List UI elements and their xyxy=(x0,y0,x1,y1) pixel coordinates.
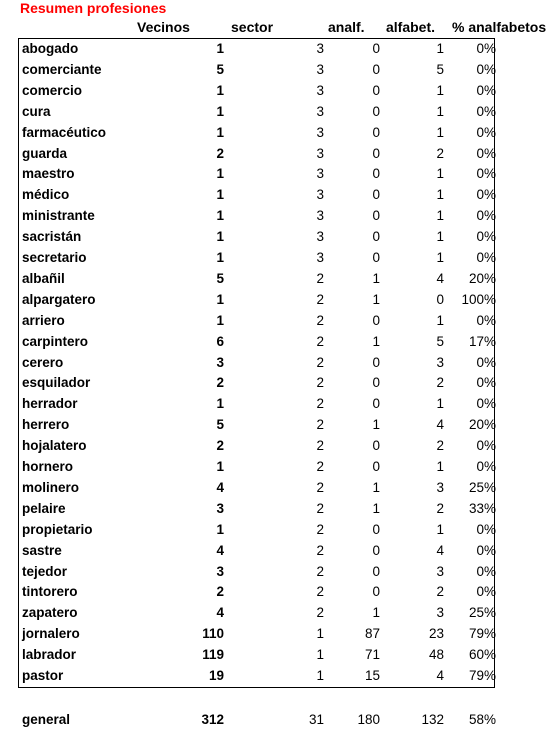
vecinos-value: 5 xyxy=(216,417,224,433)
table-row xyxy=(0,393,559,414)
table-row xyxy=(0,498,559,519)
analf-value: 0 xyxy=(372,145,380,161)
profession-name: pelaire xyxy=(22,500,66,516)
alfabet-value: 1 xyxy=(436,250,444,265)
alfabet-value: 1 xyxy=(436,459,444,474)
alfabet-value: 1 xyxy=(436,229,444,245)
alfabet-value: 1 xyxy=(436,82,444,98)
pct-analfabetos-value: 0% xyxy=(476,103,496,119)
table-row xyxy=(0,226,559,247)
sector-value: 3 xyxy=(316,250,324,265)
pct-analfabetos-value: 79% xyxy=(468,626,496,642)
pct-analfabetos-value: 33% xyxy=(468,500,496,516)
alfabet-value: 4 xyxy=(436,270,444,286)
table-row xyxy=(0,80,559,101)
sector-value: 3 xyxy=(316,61,324,77)
profession-name: pastor xyxy=(22,668,64,683)
profession-name: cura xyxy=(22,103,51,119)
analf-value: 1 xyxy=(372,270,380,286)
pct-analfabetos-value: 0% xyxy=(476,166,496,182)
analf-value: 87 xyxy=(364,626,380,642)
alfabet-value: 2 xyxy=(436,145,444,161)
vecinos-value: 110 xyxy=(202,626,224,642)
vecinos-value: 1 xyxy=(216,521,224,537)
sector-value: 2 xyxy=(316,375,324,391)
vecinos-value: 4 xyxy=(216,479,224,495)
profession-name: arriero xyxy=(22,312,65,328)
profession-name: hojalatero xyxy=(22,438,87,454)
profession-name: comercio xyxy=(22,82,83,98)
pct-analfabetos-value: 0% xyxy=(476,563,496,579)
alfabet-value: 1 xyxy=(436,521,444,537)
profession-name: alpargatero xyxy=(22,291,96,307)
profession-name: ministrante xyxy=(22,208,95,224)
profession-name: molinero xyxy=(22,479,80,495)
profession-name: albañil xyxy=(22,270,65,286)
vecinos-value: 2 xyxy=(216,375,224,391)
sector-value: 2 xyxy=(316,312,324,328)
table-row xyxy=(0,456,559,477)
analf-value: 0 xyxy=(372,396,380,412)
alfabet-value: 5 xyxy=(436,61,444,77)
alfabet-value: 23 xyxy=(428,626,444,642)
table-row xyxy=(0,331,559,352)
header-vecinos: Vecinos xyxy=(137,19,190,35)
sector-value: 2 xyxy=(316,479,324,495)
table-row xyxy=(0,310,559,331)
analf-value: 0 xyxy=(372,521,380,537)
vecinos-value: 1 xyxy=(216,82,224,98)
analf-value: 0 xyxy=(372,229,380,245)
sector-value: 2 xyxy=(316,396,324,412)
alfabet-value: 48 xyxy=(428,647,444,663)
header-analf: analf. xyxy=(328,19,365,35)
pct-analfabetos-value: 79% xyxy=(468,668,496,683)
sector-value: 3 xyxy=(316,187,324,203)
alfabet-value: 2 xyxy=(436,375,444,391)
table-row xyxy=(0,59,559,80)
sector-value: 2 xyxy=(316,500,324,516)
sector-value: 3 xyxy=(316,124,324,140)
total-sector: 31 xyxy=(308,712,324,727)
pct-analfabetos-value: 25% xyxy=(468,479,496,495)
pct-analfabetos-value: 0% xyxy=(476,354,496,370)
analf-value: 15 xyxy=(364,668,380,683)
pct-analfabetos-value: 0% xyxy=(476,229,496,245)
vecinos-value: 1 xyxy=(216,103,224,119)
vecinos-value: 1 xyxy=(216,41,224,56)
profession-name: tintorero xyxy=(22,584,78,600)
vecinos-value: 3 xyxy=(216,563,224,579)
table-row xyxy=(0,665,559,686)
table-row xyxy=(0,184,559,205)
analf-value: 0 xyxy=(372,542,380,558)
analf-value: 71 xyxy=(364,647,380,663)
analf-value: 0 xyxy=(372,82,380,98)
alfabet-value: 2 xyxy=(436,438,444,454)
table-row xyxy=(0,38,559,59)
profession-name: esquilador xyxy=(22,375,91,391)
profession-name: sacristán xyxy=(22,229,82,245)
alfabet-value: 3 xyxy=(436,354,444,370)
vecinos-value: 1 xyxy=(216,229,224,245)
sector-value: 3 xyxy=(316,103,324,119)
analf-value: 0 xyxy=(372,563,380,579)
table-row xyxy=(0,540,559,561)
table-row xyxy=(0,268,559,289)
sector-value: 3 xyxy=(316,166,324,182)
sheet-title: Resumen profesiones xyxy=(20,0,167,16)
header-pct-analfabetos: % analfabetos xyxy=(452,19,547,35)
alfabet-value: 2 xyxy=(436,500,444,516)
vecinos-value: 1 xyxy=(216,250,224,265)
alfabet-value: 4 xyxy=(436,668,444,683)
analf-value: 0 xyxy=(372,187,380,203)
analf-value: 1 xyxy=(372,479,380,495)
profession-name: zapatero xyxy=(22,605,78,621)
vecinos-value: 4 xyxy=(216,605,224,621)
analf-value: 1 xyxy=(372,500,380,516)
pct-analfabetos-value: 0% xyxy=(476,312,496,328)
analf-value: 1 xyxy=(372,291,380,307)
alfabet-value: 4 xyxy=(436,542,444,558)
total-row xyxy=(0,709,559,730)
pct-analfabetos-value: 0% xyxy=(476,584,496,600)
sector-value: 2 xyxy=(316,563,324,579)
header-sector: sector xyxy=(231,19,274,35)
table-row xyxy=(0,477,559,498)
sector-value: 1 xyxy=(316,626,324,642)
profession-name: labrador xyxy=(22,647,77,663)
pct-analfabetos-value: 25% xyxy=(468,605,496,621)
total-analf: 180 xyxy=(357,712,380,727)
analf-value: 1 xyxy=(372,417,380,433)
profession-name: guarda xyxy=(22,145,68,161)
pct-analfabetos-value: 0% xyxy=(476,438,496,454)
sector-value: 2 xyxy=(316,291,324,307)
pct-analfabetos-value: 20% xyxy=(468,270,496,286)
sector-value: 2 xyxy=(316,459,324,474)
analf-value: 0 xyxy=(372,375,380,391)
sector-value: 3 xyxy=(316,229,324,245)
table-row xyxy=(0,163,559,184)
sector-value: 3 xyxy=(316,41,324,56)
pct-analfabetos-value: 0% xyxy=(476,375,496,391)
sector-value: 2 xyxy=(316,333,324,349)
profession-name: comerciante xyxy=(22,61,102,77)
alfabet-value: 1 xyxy=(436,208,444,224)
alfabet-value: 1 xyxy=(436,312,444,328)
table-row xyxy=(0,644,559,665)
profession-name: maestro xyxy=(22,166,75,182)
pct-analfabetos-value: 0% xyxy=(476,459,496,474)
vecinos-value: 2 xyxy=(216,584,224,600)
table-row xyxy=(0,143,559,164)
profession-name: herrador xyxy=(22,396,78,412)
table-row xyxy=(0,581,559,602)
pct-analfabetos-value: 0% xyxy=(476,250,496,265)
vecinos-value: 1 xyxy=(216,187,224,203)
profession-name: hornero xyxy=(22,459,74,474)
alfabet-value: 3 xyxy=(436,563,444,579)
vecinos-value: 6 xyxy=(216,333,224,349)
pct-analfabetos-value: 0% xyxy=(476,41,496,56)
table-row xyxy=(0,101,559,122)
vecinos-value: 1 xyxy=(216,396,224,412)
vecinos-value: 19 xyxy=(208,668,224,683)
pct-analfabetos-value: 60% xyxy=(468,647,496,663)
sector-value: 1 xyxy=(316,668,324,683)
pct-analfabetos-value: 0% xyxy=(476,521,496,537)
total-label: general xyxy=(22,712,71,727)
profession-name: sastre xyxy=(22,542,62,558)
vecinos-value: 1 xyxy=(216,124,224,140)
profession-name: secretario xyxy=(22,250,87,265)
total-pct: 58% xyxy=(468,712,496,727)
vecinos-value: 1 xyxy=(216,208,224,224)
sector-value: 3 xyxy=(316,145,324,161)
vecinos-value: 1 xyxy=(216,459,224,474)
vecinos-value: 4 xyxy=(216,542,224,558)
profession-name: jornalero xyxy=(22,626,80,642)
alfabet-value: 4 xyxy=(436,417,444,433)
analf-value: 0 xyxy=(372,459,380,474)
table-row xyxy=(0,561,559,582)
alfabet-value: 2 xyxy=(436,584,444,600)
profession-name: tejedor xyxy=(22,563,68,579)
sector-value: 2 xyxy=(316,438,324,454)
analf-value: 0 xyxy=(372,250,380,265)
pct-analfabetos-value: 0% xyxy=(476,187,496,203)
pct-analfabetos-value: 0% xyxy=(476,396,496,412)
table-row xyxy=(0,289,559,310)
sector-value: 1 xyxy=(316,647,324,663)
table-row xyxy=(0,623,559,644)
sector-value: 2 xyxy=(316,521,324,537)
alfabet-value: 1 xyxy=(436,396,444,412)
sector-value: 2 xyxy=(316,354,324,370)
profession-name: herrero xyxy=(22,417,70,433)
sector-value: 2 xyxy=(316,270,324,286)
table-row xyxy=(0,414,559,435)
profession-name: cerero xyxy=(22,354,64,370)
table-row xyxy=(0,435,559,456)
alfabet-value: 0 xyxy=(436,291,444,307)
pct-analfabetos-value: 0% xyxy=(476,542,496,558)
profession-name: abogado xyxy=(22,41,79,56)
vecinos-value: 5 xyxy=(216,270,224,286)
pct-analfabetos-value: 0% xyxy=(476,61,496,77)
vecinos-value: 2 xyxy=(216,438,224,454)
alfabet-value: 3 xyxy=(436,479,444,495)
analf-value: 0 xyxy=(372,208,380,224)
profession-name: farmacéutico xyxy=(22,124,107,140)
vecinos-value: 1 xyxy=(216,291,224,307)
analf-value: 0 xyxy=(372,584,380,600)
analf-value: 0 xyxy=(372,312,380,328)
profession-name: propietario xyxy=(22,521,93,537)
pct-analfabetos-value: 17% xyxy=(468,333,496,349)
pct-analfabetos-value: 0% xyxy=(476,82,496,98)
table-row xyxy=(0,122,559,143)
sector-value: 2 xyxy=(316,605,324,621)
analf-value: 0 xyxy=(372,438,380,454)
sector-value: 3 xyxy=(316,82,324,98)
analf-value: 1 xyxy=(372,333,380,349)
table-row xyxy=(0,352,559,373)
vecinos-value: 119 xyxy=(202,647,224,663)
vecinos-value: 2 xyxy=(216,145,224,161)
analf-value: 0 xyxy=(372,354,380,370)
alfabet-value: 1 xyxy=(436,187,444,203)
analf-value: 0 xyxy=(372,166,380,182)
pct-analfabetos-value: 0% xyxy=(476,145,496,161)
pct-analfabetos-value: 0% xyxy=(476,208,496,224)
vecinos-value: 1 xyxy=(216,312,224,328)
alfabet-value: 3 xyxy=(436,605,444,621)
total-alfabet: 132 xyxy=(421,712,444,727)
table-row xyxy=(0,602,559,623)
pct-analfabetos-value: 20% xyxy=(468,417,496,433)
analf-value: 0 xyxy=(372,124,380,140)
table-row xyxy=(0,519,559,540)
sector-value: 2 xyxy=(316,542,324,558)
vecinos-value: 3 xyxy=(216,354,224,370)
pct-analfabetos-value: 100% xyxy=(461,291,496,307)
analf-value: 0 xyxy=(372,41,380,56)
alfabet-value: 1 xyxy=(436,166,444,182)
analf-value: 1 xyxy=(372,605,380,621)
sector-value: 3 xyxy=(316,208,324,224)
sector-value: 2 xyxy=(316,417,324,433)
profession-name: carpintero xyxy=(22,333,89,349)
table-row xyxy=(0,372,559,393)
alfabet-value: 1 xyxy=(436,124,444,140)
vecinos-value: 1 xyxy=(216,166,224,182)
vecinos-value: 5 xyxy=(216,61,224,77)
sector-value: 2 xyxy=(316,584,324,600)
alfabet-value: 1 xyxy=(436,103,444,119)
alfabet-value: 5 xyxy=(436,333,444,349)
alfabet-value: 1 xyxy=(436,41,444,56)
analf-value: 0 xyxy=(372,103,380,119)
header-alfabet: alfabet. xyxy=(386,19,436,35)
table-row xyxy=(0,247,559,268)
table-row xyxy=(0,205,559,226)
pct-analfabetos-value: 0% xyxy=(476,124,496,140)
vecinos-value: 3 xyxy=(216,500,224,516)
analf-value: 0 xyxy=(372,61,380,77)
profession-name: médico xyxy=(22,187,70,203)
total-vecinos: 312 xyxy=(201,712,224,727)
